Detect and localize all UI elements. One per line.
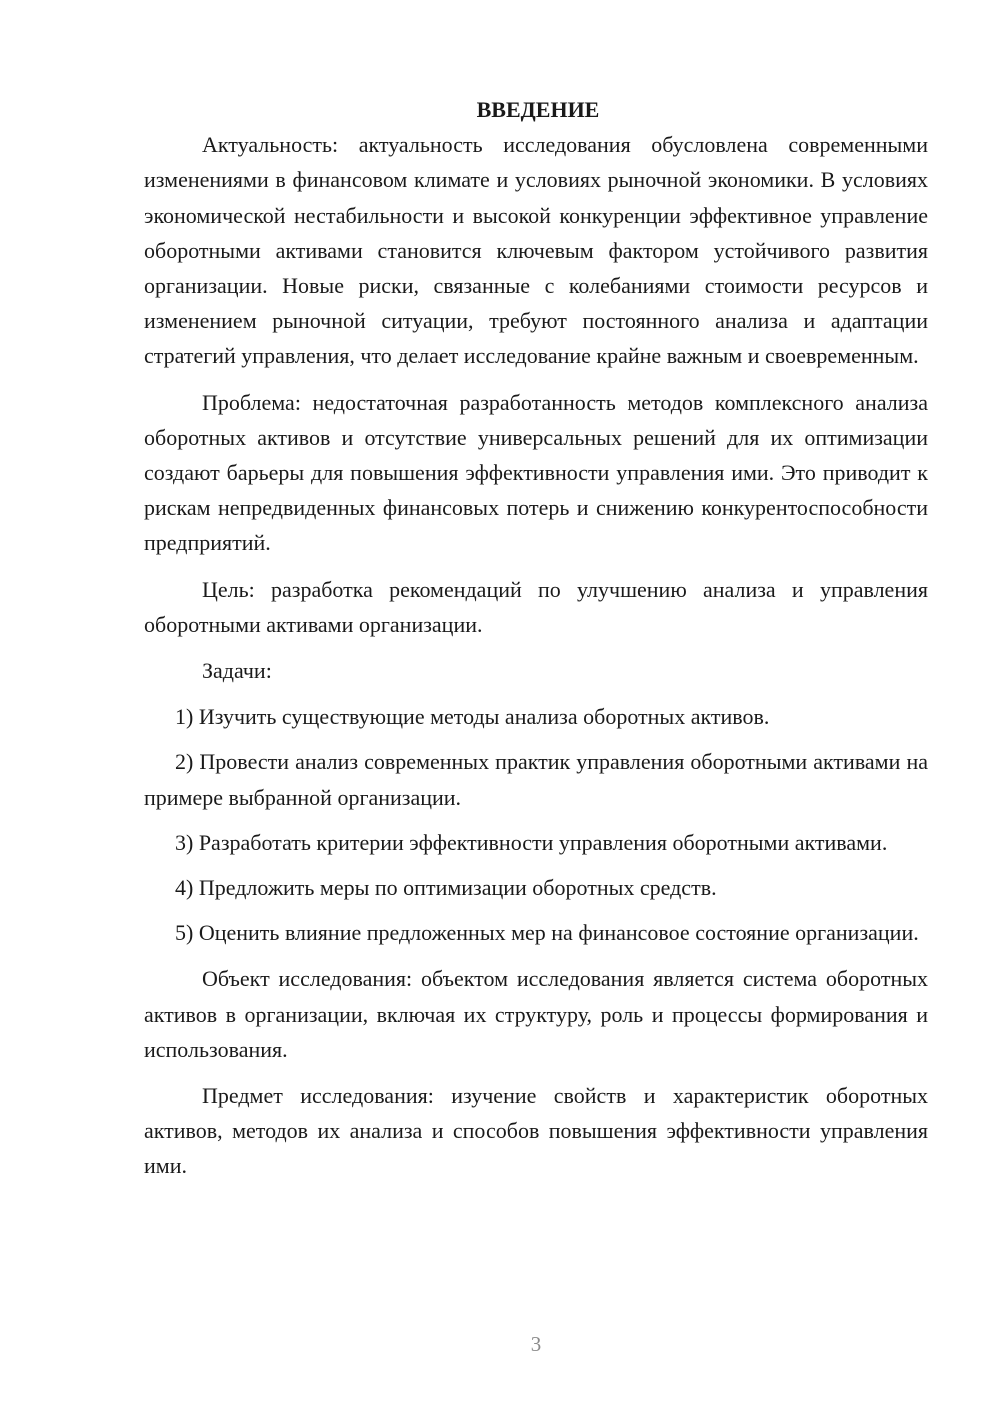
task-item: 4) Предложить меры по оптимизации оборотных средств. bbox=[175, 875, 717, 901]
page-number: 3 bbox=[530, 1332, 542, 1356]
task-item: 1) Изучить существующие методы анализа оборотных активов. bbox=[175, 704, 770, 730]
paragraph-goal: Цель: разработка рекомендаций по улучшению анализа и управления оборотными активами организации. bbox=[144, 576, 928, 637]
page-title: ВВЕДЕНИЕ bbox=[476, 97, 600, 122]
paragraph-subject: Предмет исследования: изучение свойств и характеристик оборотных активов, методов их анализа и способов повышения эффективности управления ими. bbox=[144, 1083, 928, 1179]
paragraph-relevance: Актуальность: актуальность исследования обусловлена современными изменениями в финансовом климате и условиях рыночной экономики. В условиях экономической нестабильности и высокой конкуренции эффективное управление оборотными активами становится ключевым фактором устойчивого развития организации. Новые риски, связанные с колебаниями стоимости ресурсов и изменением рыночной ситуации, требуют постоянного анализа и адаптации стратегий управления, что делает исследование крайне важным и своевременным. bbox=[144, 132, 928, 369]
tasks-list bbox=[144, 699, 928, 950]
task-item: 5) Оценить влияние предложенных мер на финансовое состояние организации. bbox=[175, 920, 919, 946]
page-content bbox=[144, 92, 928, 1184]
paragraph-tasks-heading: Задачи: bbox=[202, 658, 272, 684]
task-item: 3) Разработать критерии эффективности управления оборотными активами. bbox=[175, 829, 888, 855]
paragraph-object: Объект исследования: объектом исследования является система оборотных активов в организации, включая их структуру, роль и процессы формирования и использования. bbox=[144, 966, 928, 1062]
paragraph-problem: Проблема: недостаточная разработанность методов комплексного анализа оборотных активов и отсутствие универсальных решений для их оптимизации создают барьеры для повышения эффективности управления ими. Это приводит к рискам непредвиденных финансовых потерь и снижению конкурентоспособности предприятий. bbox=[144, 389, 928, 556]
task-item: 2) Провести анализ современных практик управления оборотными активами на примере выбранной организации. bbox=[144, 749, 928, 810]
